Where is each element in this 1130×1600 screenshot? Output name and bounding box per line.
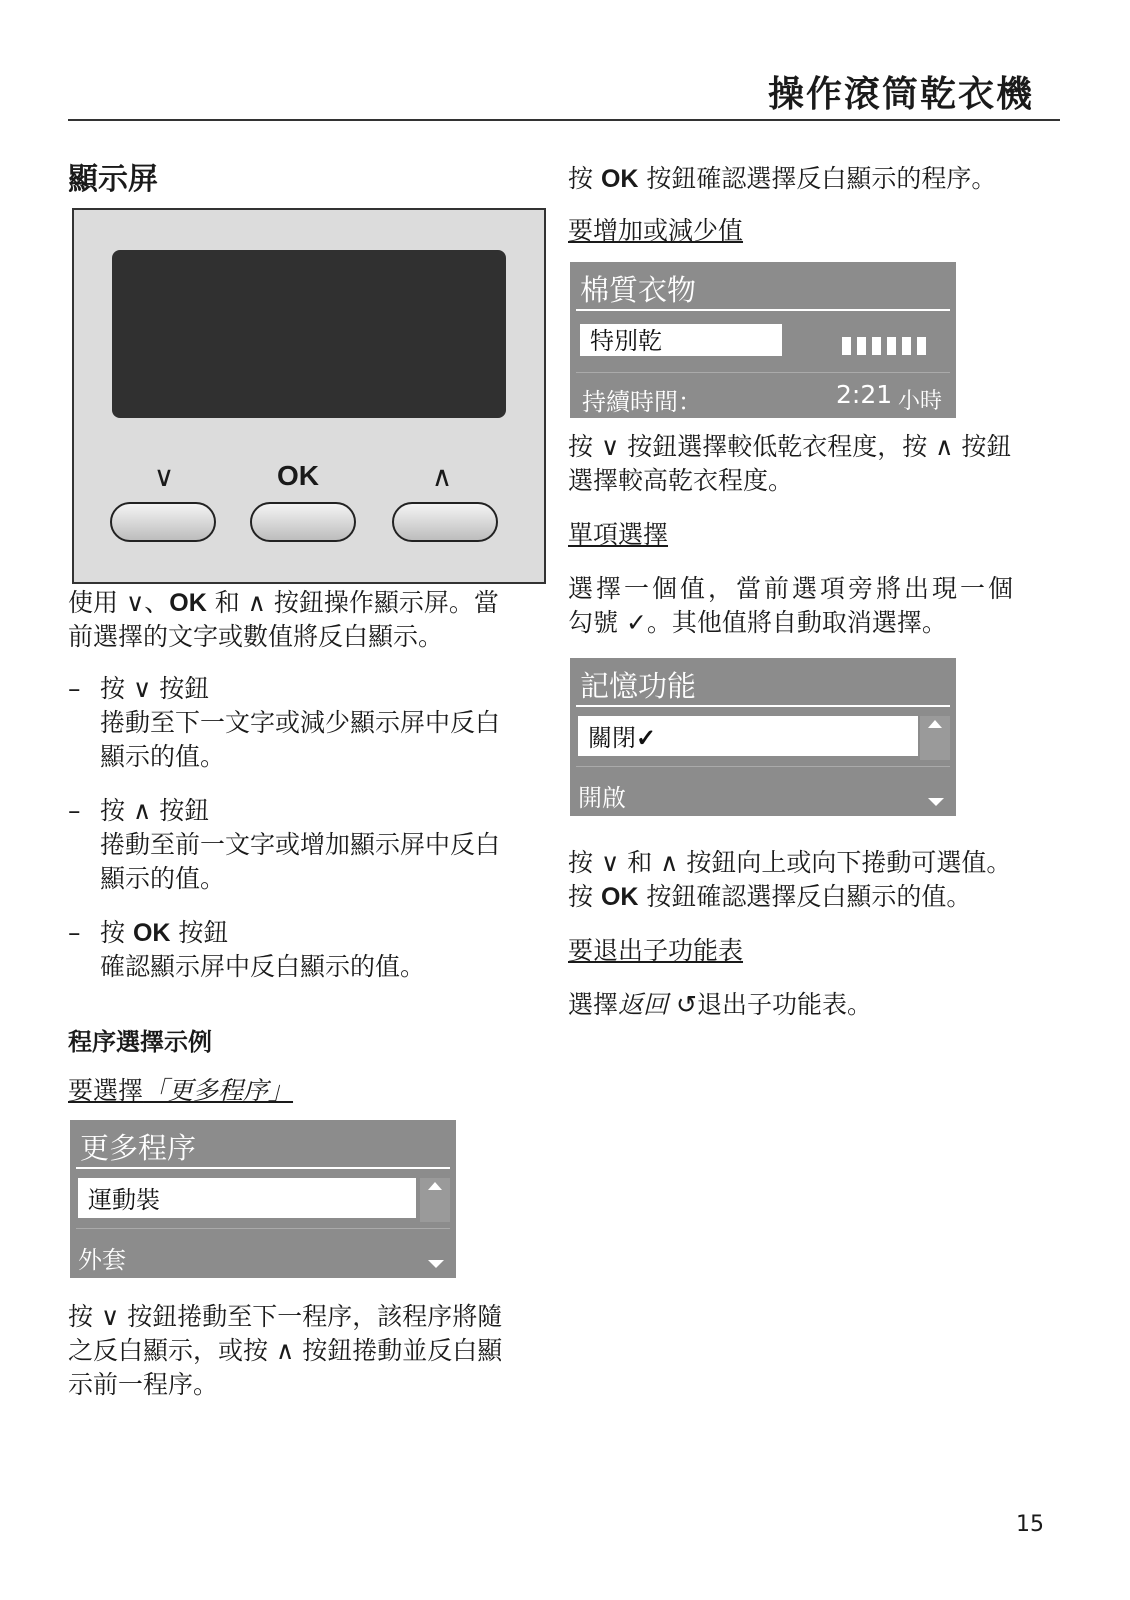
outro-line: 之反白顯示，或按 ∧ 按鈕捲動並反白顯 <box>68 1336 503 1365</box>
menu-memory <box>570 658 956 816</box>
divider <box>76 1228 450 1229</box>
page-number: 15 <box>1016 1512 1044 1537</box>
level-bar <box>872 337 881 355</box>
scroll-down-icon <box>928 798 944 806</box>
ok-button[interactable] <box>250 502 356 542</box>
bullet-dash: – <box>68 918 81 947</box>
adjust-text: 選擇較高乾衣程度。 <box>568 466 794 495</box>
divider <box>576 372 950 373</box>
scroll-text: 按 ∨ 和 ∧ 按鈕向上或向下捲動可選值。 <box>568 848 1012 877</box>
confirm-text: 按 OK 按鈕確認選擇反白顯示的程序。 <box>568 164 997 193</box>
adjust-text: 按 ∨ 按鈕選擇較低乾衣程度，按 ∧ 按鈕 <box>568 432 1012 461</box>
level-bar <box>902 337 911 355</box>
up-label: ∧ <box>431 460 453 493</box>
adjust-title: 要增加或減少值 <box>568 216 744 245</box>
bullet-text: 捲動至前一文字或增加顯示屏中反白 <box>100 830 501 859</box>
display-screen <box>112 250 506 418</box>
intro-line-2: 前選擇的文字或數值將反白顯示。 <box>68 622 444 651</box>
menu-item[interactable]: 開啟 <box>578 784 626 812</box>
exit-title: 要退出子功能表 <box>568 936 744 965</box>
scroll-up-icon <box>428 1182 442 1190</box>
bullet-dash: – <box>68 674 81 703</box>
menu-title: 棉質衣物 <box>576 268 950 311</box>
duration-value: 2:21 <box>836 380 893 409</box>
bullet-head: 按 ∧ 按鈕 <box>100 796 210 825</box>
menu-cotton <box>570 262 956 418</box>
menu-item-selected[interactable]: 運動裝 <box>78 1178 416 1218</box>
single-text: 選擇一個值，當前選項旁將出現一個 <box>568 574 1017 603</box>
menu-title: 更多程序 <box>76 1126 450 1169</box>
single-text: 勾號 ✓。其他值將自動取消選擇。 <box>568 608 947 637</box>
outro-line: 按 ∨ 按鈕捲動至下一程序，該程序將隨 <box>68 1302 503 1331</box>
menu-item[interactable]: 外套 <box>78 1246 126 1274</box>
scroll-down-icon <box>428 1260 444 1268</box>
example-subtitle: 要選擇「更多程序」 <box>68 1076 294 1105</box>
control-panel <box>72 208 546 584</box>
single-title: 單項選擇 <box>568 520 669 549</box>
scrollbar[interactable] <box>420 1178 450 1222</box>
drying-level-bars <box>842 332 932 361</box>
bullet-text: 捲動至下一文字或減少顯示屏中反白 <box>100 708 501 737</box>
section-title: 顯示屏 <box>68 162 158 197</box>
bullet-head: 按 OK 按鈕 <box>100 918 229 947</box>
bullet-text: 確認顯示屏中反白顯示的值。 <box>100 952 426 981</box>
up-button[interactable] <box>392 502 498 542</box>
level-bar <box>917 337 926 355</box>
down-button[interactable] <box>110 502 216 542</box>
scroll-up-icon <box>928 720 942 728</box>
scrollbar[interactable] <box>920 716 950 760</box>
bullet-dash: – <box>68 796 81 825</box>
down-label: ∨ <box>153 460 175 493</box>
ok-label: OK <box>277 460 319 491</box>
level-bar <box>857 337 866 355</box>
menu-title: 記憶功能 <box>576 664 950 707</box>
check-icon: ✓ <box>636 725 657 752</box>
bullet-head: 按 ∨ 按鈕 <box>100 674 210 703</box>
example-title: 程序選擇示例 <box>68 1028 212 1056</box>
menu-item-selected[interactable]: 特別乾 <box>580 324 782 356</box>
header-rule <box>68 119 1060 121</box>
scroll-text: 按 OK 按鈕確認選擇反白顯示的值。 <box>568 882 972 911</box>
page-title: 操作滾筒乾衣機 <box>767 74 1034 115</box>
bullet-text: 顯示的值。 <box>100 742 226 771</box>
outro-line: 示前一程序。 <box>68 1370 219 1399</box>
level-bar <box>887 337 896 355</box>
duration-label: 持續時間： <box>582 388 702 416</box>
level-bar <box>842 337 851 355</box>
divider <box>576 766 950 767</box>
bullet-text: 顯示的值。 <box>100 864 226 893</box>
intro-line-1: 使用 ∨、OK 和 ∧ 按鈕操作顯示屏。當 <box>68 588 499 617</box>
menu-item-selected[interactable]: 關閉✓ <box>578 716 918 756</box>
exit-text: 選擇返回 ↺退出子功能表。 <box>568 990 872 1019</box>
back-icon: ↺ <box>675 990 697 1019</box>
duration-unit: 小時 <box>898 389 943 414</box>
menu-more-programs <box>70 1120 456 1278</box>
